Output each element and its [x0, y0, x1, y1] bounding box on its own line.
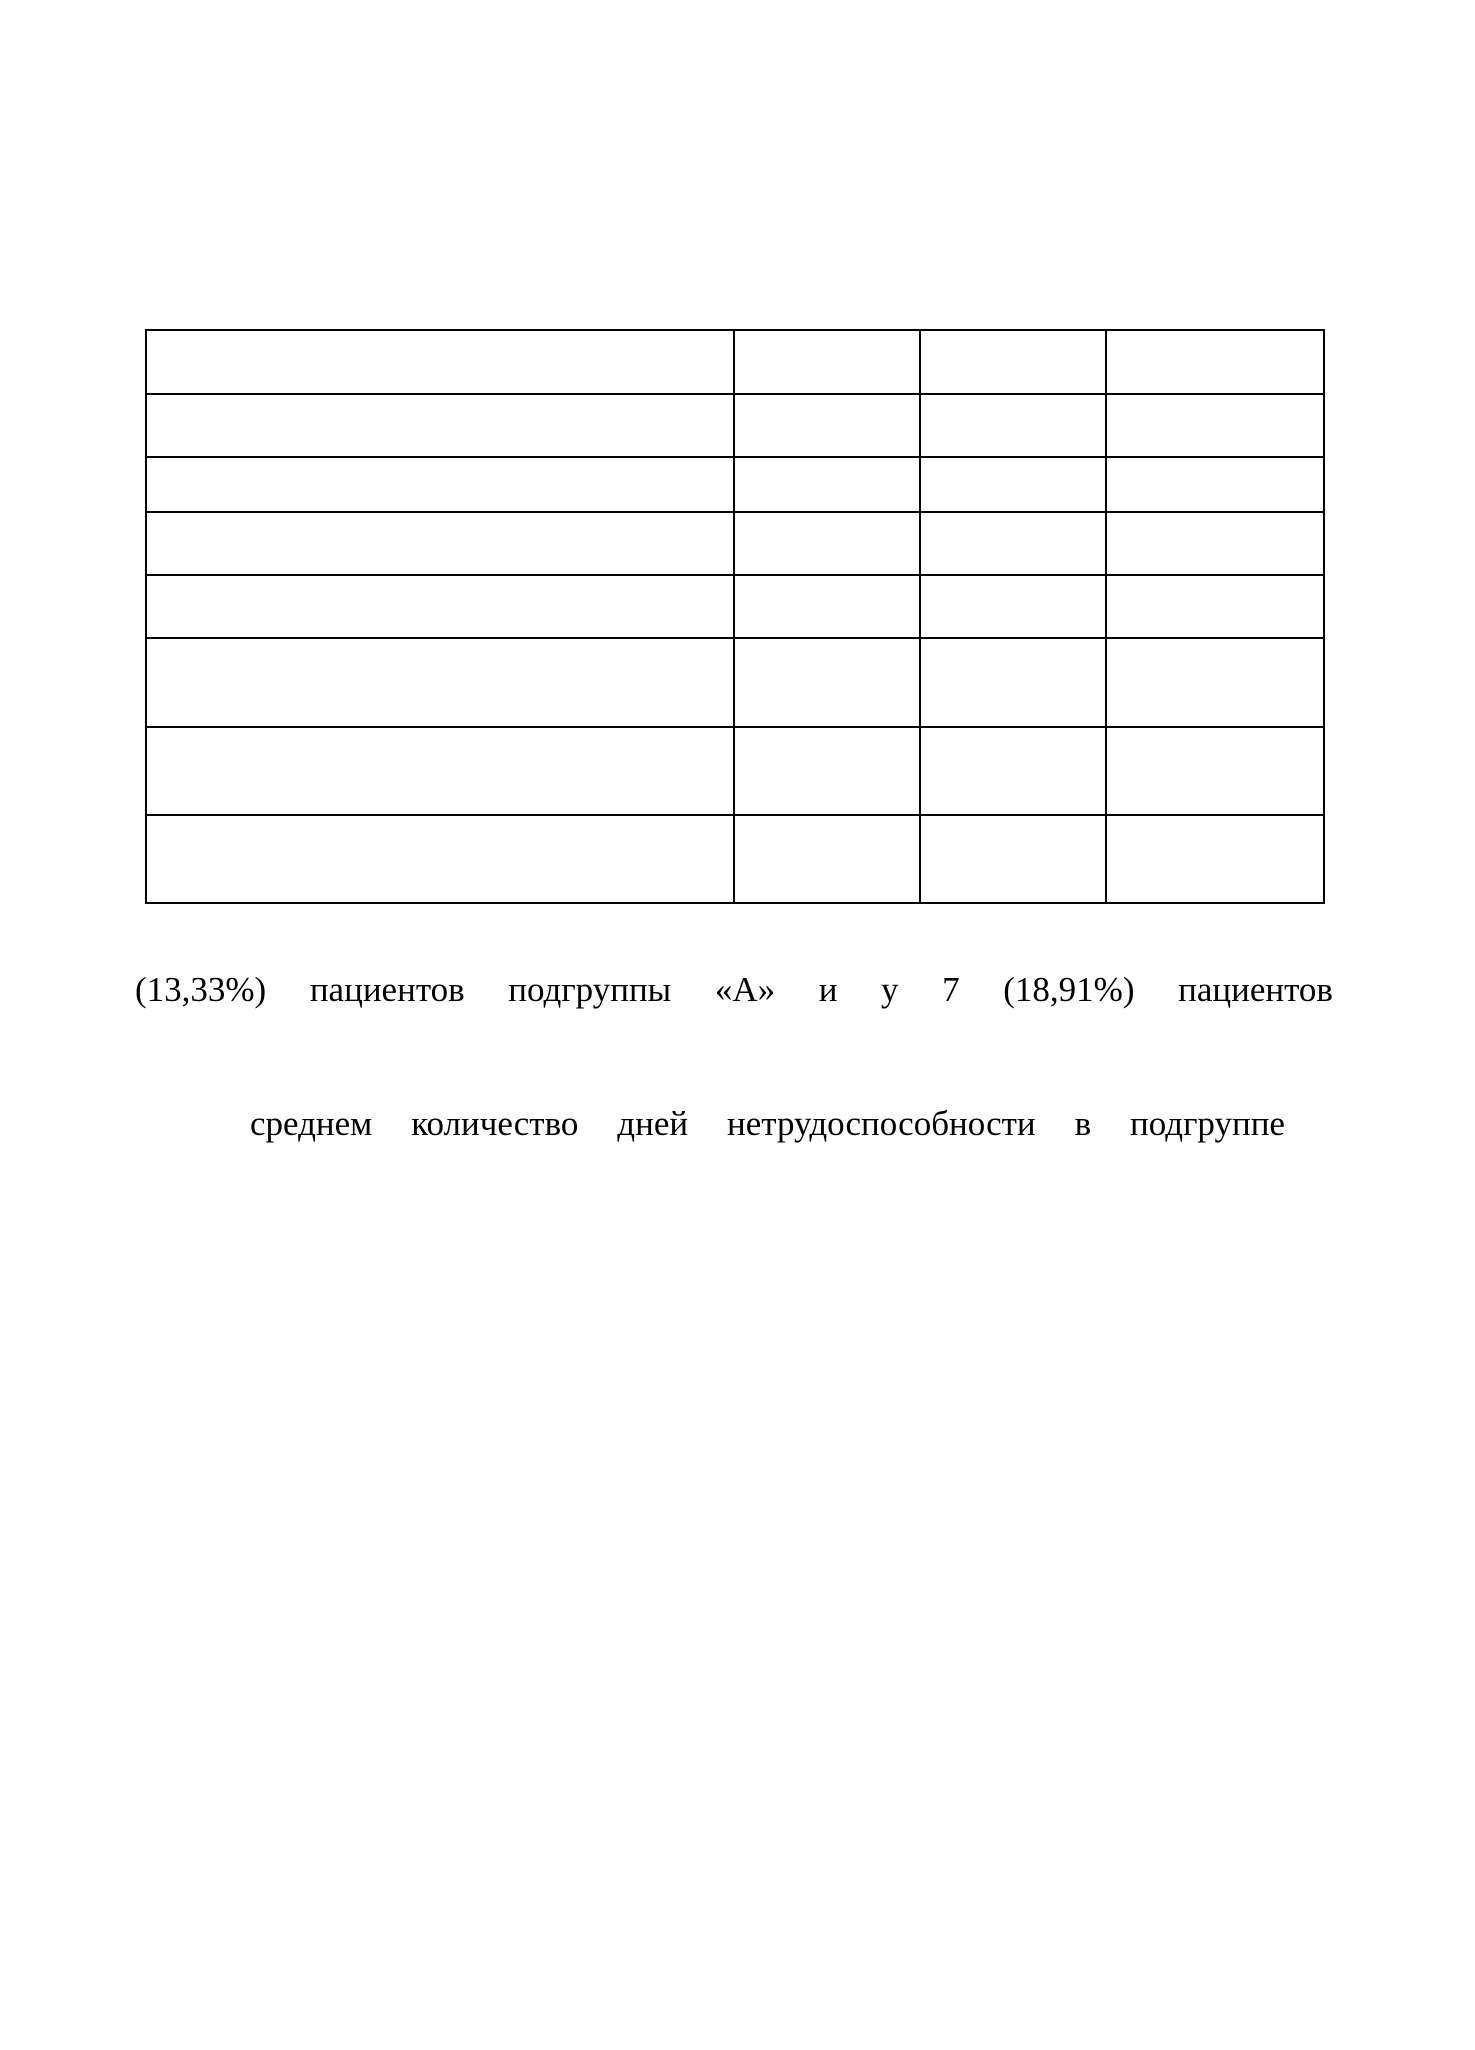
table-cell [1106, 815, 1324, 903]
word: и [818, 970, 838, 1009]
table-cell [734, 638, 920, 727]
table-cell [920, 727, 1106, 815]
table-cell [1106, 512, 1324, 575]
word: подгруппы [508, 970, 672, 1009]
table-row [146, 815, 1324, 903]
word: пациентов [1178, 970, 1333, 1009]
table-cell [1106, 457, 1324, 512]
word: пациентов [309, 970, 465, 1009]
table-row [146, 457, 1324, 512]
table-row [146, 727, 1324, 815]
table-cell [146, 727, 734, 815]
word: (13,33%) [135, 970, 267, 1009]
table-cell [734, 727, 920, 815]
table-cell [146, 575, 734, 638]
table-cell [920, 638, 1106, 727]
table-cell [146, 638, 734, 727]
table-cell [1106, 330, 1324, 394]
table-row [146, 512, 1324, 575]
word: в [1074, 1104, 1092, 1143]
table-cell [1106, 575, 1324, 638]
word: подгруппе [1130, 1104, 1285, 1143]
table-row [146, 330, 1324, 394]
table-cell [146, 457, 734, 512]
word: «А» [714, 970, 776, 1009]
table-cell [146, 330, 734, 394]
table-cell [734, 330, 920, 394]
word: количество [411, 1104, 579, 1143]
word: дней [617, 1104, 689, 1143]
table-row [146, 575, 1324, 638]
table-cell [734, 512, 920, 575]
word: у [881, 970, 899, 1009]
table-cell [920, 815, 1106, 903]
word: среднем [250, 1104, 373, 1143]
table-cell [734, 575, 920, 638]
table-cell [920, 330, 1106, 394]
empty-data-table [145, 329, 1325, 904]
table-cell [920, 575, 1106, 638]
table-cell [920, 512, 1106, 575]
word: (18,91%) [1003, 970, 1135, 1009]
paragraph-line-2 [250, 1104, 1285, 1144]
table-cell [920, 394, 1106, 457]
table-cell [1106, 727, 1324, 815]
table-cell [146, 815, 734, 903]
table-cell [920, 457, 1106, 512]
word: 7 [942, 970, 960, 1009]
table-cell [1106, 638, 1324, 727]
table-cell [146, 512, 734, 575]
table-cell [1106, 394, 1324, 457]
table-cell [734, 815, 920, 903]
table-row [146, 394, 1324, 457]
table-row [146, 638, 1324, 727]
word: нетрудоспособности [727, 1104, 1036, 1143]
table-cell [734, 394, 920, 457]
table-cell [146, 394, 734, 457]
paragraph-line-1 [135, 970, 1333, 1010]
table-cell [734, 457, 920, 512]
